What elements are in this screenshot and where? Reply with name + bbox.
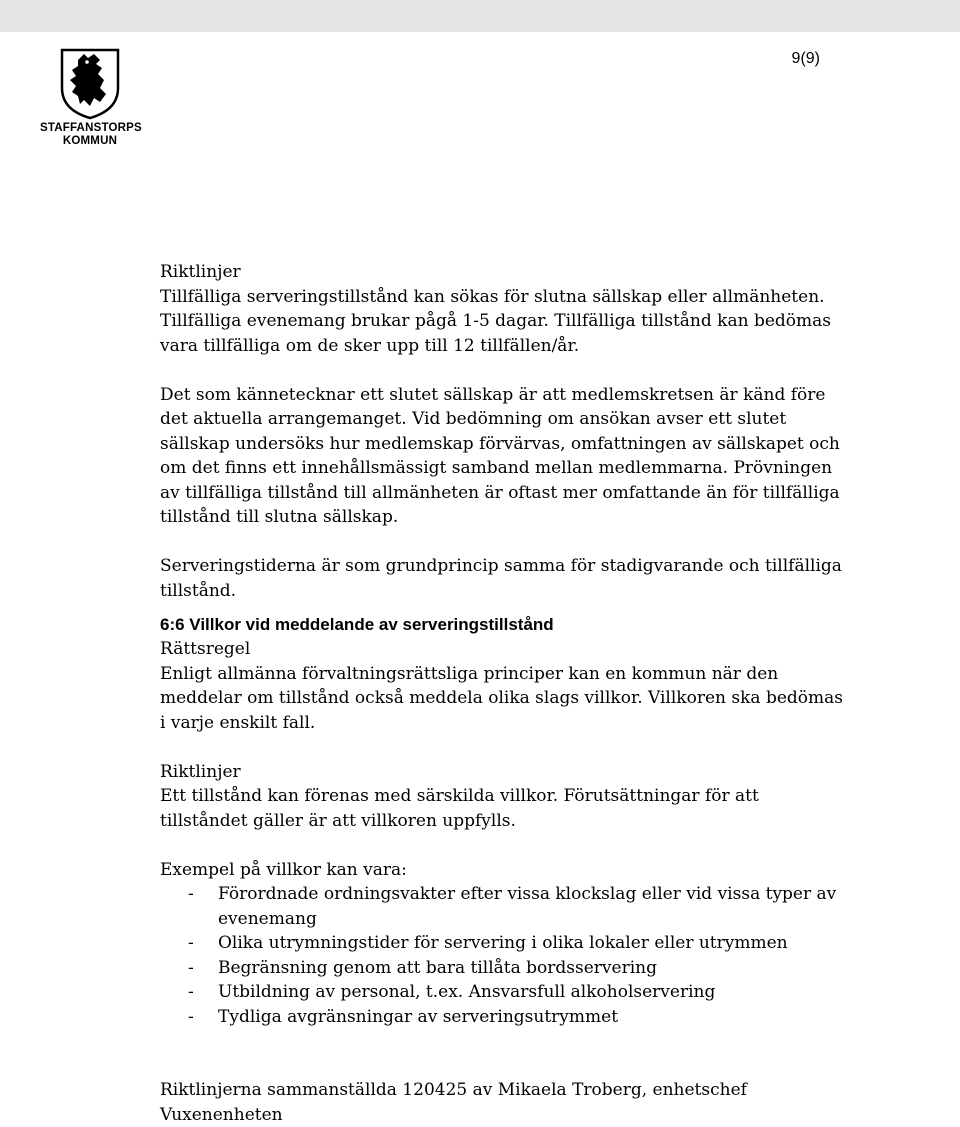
list-item: - Utbildning av personal, t.ex. Ansvarsfull alkoholservering	[160, 980, 850, 1005]
footer-line-2: Vuxenenheten	[160, 1104, 283, 1125]
footer-line-1: Riktlinjerna sammanställda 120425 av Mikaela Troberg, enhetschef	[160, 1080, 747, 1100]
rule-text: Enligt allmänna förvaltningsrättsliga principer kan en kommun när den meddelar om tillstånd också meddela olika slags villkor. Villkoren ska bedömas i varje enskilt fall.	[160, 663, 843, 733]
guide-heading: Riktlinjer	[160, 761, 241, 782]
page-number: 9(9)	[791, 50, 820, 67]
griffin-shield-icon	[60, 48, 120, 120]
examples-list	[160, 882, 850, 1029]
section2-title: 6:6 Villkor vid meddelande av serveringstillstånd	[160, 615, 554, 634]
logo-line-1: STAFFANSTORPS	[40, 122, 142, 134]
document-body	[160, 260, 850, 1127]
top-gray-bar	[0, 0, 960, 32]
municipality-logo	[40, 48, 140, 148]
rule-heading: Rättsregel	[160, 639, 251, 659]
section1-paragraph-1: Tillfälliga serveringstillstånd kan sökas för slutna sällskap eller allmänheten. Tillfälliga evenemang brukar pågå 1-5 dagar. Tillfälliga tillstånd kan bedömas vara tillfälliga om de sker upp till 12 tillfällen/år.	[160, 286, 831, 356]
guide-text: Ett tillstånd kan förenas med särskilda villkor. Förutsättningar för att tillståndet gäller är att villkoren uppfylls.	[160, 786, 759, 831]
list-item: - Olika utrymningstider för servering i olika lokaler eller utrymmen	[160, 931, 850, 956]
list-item: - Förordnade ordningsvakter efter vissa klockslag eller vid vissa typer av evenemang	[160, 882, 850, 931]
section1-paragraph-2: Det som kännetecknar ett slutet sällskap är att medlemskretsen är känd före det aktuella arrangemanget. Vid bedömning om ansökan avser ett slutet sällskap undersöks hur medlemskap förvärvas, omfattningen av sällskapet och om det finns ett innehållsmässigt samband mellan medlemmarna. Prövningen av tillfälliga tillstånd till allmänheten är oftast mer omfattande än för tillfälliga tillstånd till slutna sällskap.	[160, 384, 840, 527]
section1-heading: Riktlinjer	[160, 262, 241, 282]
list-item: - Begränsning genom att bara tillåta bordsservering	[160, 956, 850, 981]
examples-intro: Exempel på villkor kan vara:	[160, 859, 407, 880]
section1-paragraph-3: Serveringstiderna är som grundprincip samma för stadigvarande och tillfälliga tillstånd.	[160, 556, 842, 601]
list-item: - Tydliga avgränsningar av serveringsutrymmet	[160, 1005, 850, 1030]
logo-line-2: KOMMUN	[62, 135, 118, 147]
